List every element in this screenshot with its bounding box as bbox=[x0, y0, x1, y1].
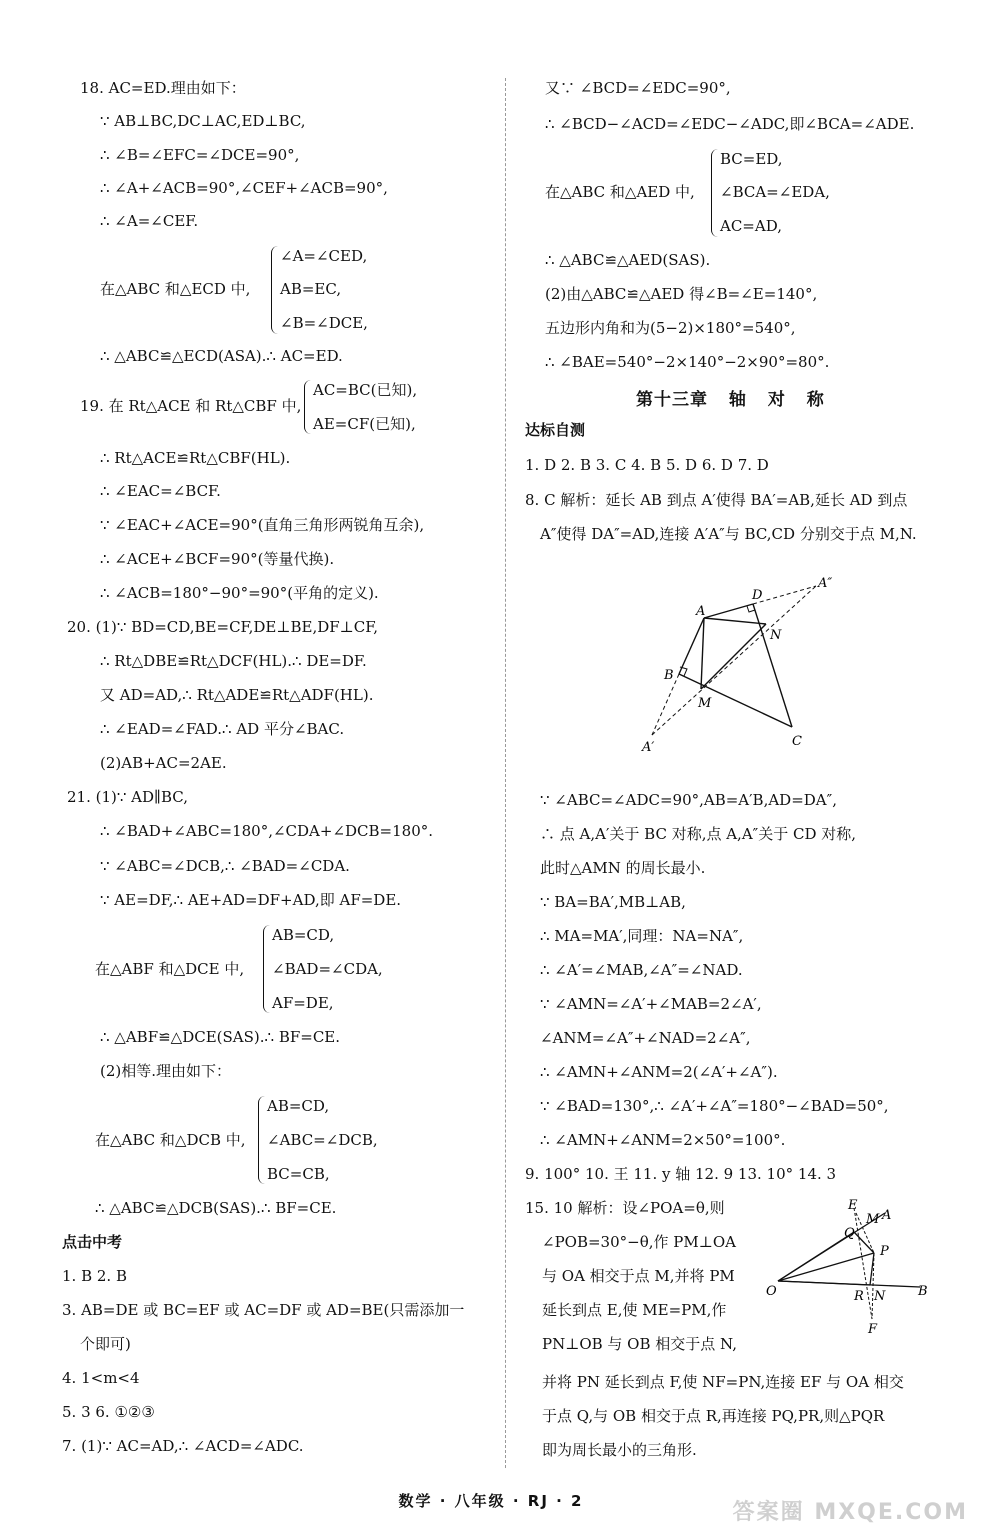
text-line: 在△ABC 和△AED 中, bbox=[545, 183, 695, 201]
label-D: D bbox=[752, 588, 763, 603]
page-footer: 数学 · 八年级 · RJ · 2 bbox=[398, 1492, 584, 1510]
text-line: 4. 1<m<4 bbox=[62, 1369, 140, 1387]
watermark: 答案圈 MXQE.COM bbox=[732, 1500, 968, 1525]
text-line: ∠ABC=∠DCB, bbox=[267, 1131, 378, 1149]
brace bbox=[258, 1096, 265, 1184]
text-line: PN⊥OB 与 OB 相交于点 N, bbox=[542, 1335, 737, 1353]
label-F: F bbox=[868, 1322, 878, 1337]
brace bbox=[711, 149, 718, 237]
text-line: 在△ABC 和△DCB 中, bbox=[95, 1131, 246, 1149]
text-line: 3. AB=DE 或 BC=EF 或 AC=DF 或 AD=BE(只需添加一 bbox=[62, 1301, 465, 1319]
text-line: ∵ ∠AMN=∠A′+∠MAB=2∠A′, bbox=[540, 995, 762, 1013]
text-line: 1. D 2. B 3. C 4. B 5. D 6. D 7. D bbox=[525, 456, 769, 474]
text-line: ∵ AB⊥BC,DC⊥AC,ED⊥BC, bbox=[100, 112, 306, 130]
label-R: R bbox=[854, 1289, 864, 1304]
text-line: ∵ ∠BAD=130°,∴ ∠A′+∠A″=180°−∠BAD=50°, bbox=[540, 1097, 889, 1115]
text-line: ∴ ∠A=∠CEF. bbox=[100, 212, 199, 230]
section-heading: 达标自测 bbox=[525, 421, 586, 439]
column-divider bbox=[505, 78, 506, 1468]
text-line: BC=ED, bbox=[720, 150, 783, 168]
brace bbox=[304, 380, 311, 434]
text-line: ∠BAD=∠CDA, bbox=[272, 960, 383, 978]
text-line: ∴ ∠ACB=180°−90°=90°(平角的定义). bbox=[100, 584, 379, 602]
text-line: ∴ ∠BCD−∠ACD=∠EDC−∠ADC,即∠BCA=∠ADE. bbox=[545, 115, 915, 133]
text-line: ∠B=∠DCE, bbox=[280, 314, 368, 332]
text-line: ∵ AE=DF,∴ AE+AD=DF+AD,即 AF=DE. bbox=[100, 891, 402, 909]
label-M: M bbox=[866, 1212, 880, 1227]
text-line: 5. 3 6. ①②③ bbox=[62, 1403, 155, 1421]
text-line: ∠ANM=∠A″+∠NAD=2∠A″, bbox=[540, 1029, 751, 1047]
label-A: A bbox=[882, 1208, 892, 1223]
text-line: 19. 在 Rt△ACE 和 Rt△CBF 中, bbox=[80, 397, 302, 415]
label-B: B bbox=[918, 1284, 928, 1299]
text-line: ∴ △ABC≌△DCB(SAS).∴ BF=CE. bbox=[95, 1199, 337, 1217]
section-heading: 点击中考 bbox=[62, 1233, 123, 1251]
text-line: (2)AB+AC=2AE. bbox=[100, 754, 227, 772]
text-line: 此时△AMN 的周长最小. bbox=[540, 859, 706, 877]
text-line: 延长到点 E,使 ME=PM,作 bbox=[542, 1301, 727, 1319]
quadrilateral-figure bbox=[600, 565, 860, 765]
text-line: 五边形内角和为(5−2)×180°=540°, bbox=[545, 319, 796, 337]
text-line: ∠POB=30°−θ,作 PM⊥OA bbox=[542, 1233, 736, 1251]
text-line: AC=AD, bbox=[720, 217, 782, 235]
text-line: ∴ 点 A,A′关于 BC 对称,点 A,A″关于 CD 对称, bbox=[540, 825, 857, 843]
text-line: ∴ ∠BAE=540°−2×140°−2×90°=80°. bbox=[545, 353, 830, 371]
text-line: 在△ABF 和△DCE 中, bbox=[95, 960, 245, 978]
label-P: P bbox=[880, 1244, 889, 1259]
text-line: 又∵ ∠BCD=∠EDC=90°, bbox=[545, 79, 731, 97]
label-C: C bbox=[792, 734, 802, 749]
text-line: (2)相等.理由如下： bbox=[100, 1062, 232, 1080]
text-line: AF=DE, bbox=[272, 994, 334, 1012]
text-line: ∵ ∠EAC+∠ACE=90°(直角三角形两锐角互余), bbox=[100, 516, 425, 534]
label-A1: A′ bbox=[642, 740, 655, 755]
text-line: ∠A=∠CED, bbox=[280, 247, 368, 265]
text-line: ∴ △ABF≌△DCE(SAS).∴ BF=CE. bbox=[100, 1028, 341, 1046]
text-line: 即为周长最小的三角形. bbox=[542, 1441, 697, 1459]
label-A2: A″ bbox=[818, 576, 833, 591]
text-line: ∴ Rt△ACE≌Rt△CBF(HL). bbox=[100, 449, 291, 467]
text-line: 9. 100° 10. 王 11. y 轴 12. 9 13. 10° 14. 3 bbox=[525, 1165, 837, 1183]
text-line: BC=CB, bbox=[267, 1165, 330, 1183]
text-line: 于点 Q,与 OB 相交于点 R,再连接 PQ,PR,则△PQR bbox=[542, 1407, 885, 1425]
label-E: E bbox=[848, 1198, 858, 1213]
label-N: N bbox=[874, 1289, 886, 1304]
label-M: M bbox=[698, 696, 712, 711]
text-line: ∴ △ABC≌△AED(SAS). bbox=[545, 251, 711, 269]
text-line: A″使得 DA″=AD,连接 A′A″与 BC,CD 分别交于点 M,N. bbox=[540, 525, 917, 543]
text-line: AE=CF(已知), bbox=[313, 415, 416, 433]
text-line: ∠BCA=∠EDA, bbox=[720, 183, 830, 201]
text-line: ∴ ∠A+∠ACB=90°,∠CEF+∠ACB=90°, bbox=[100, 179, 388, 197]
text-line: 1. B 2. B bbox=[62, 1267, 127, 1285]
text-line: (2)由△ABC≌△AED 得∠B=∠E=140°, bbox=[545, 285, 818, 303]
label-A: A bbox=[696, 604, 706, 619]
text-line: ∴ ∠AMN+∠ANM=2×50°=100°. bbox=[540, 1131, 786, 1149]
text-line: 15. 10 解析：设∠POA=θ,则 bbox=[525, 1199, 725, 1217]
label-N: N bbox=[770, 628, 782, 643]
text-line: ∴ ∠ACE+∠BCF=90°(等量代换). bbox=[100, 550, 335, 568]
text-line: 7. (1)∵ AC=AD,∴ ∠ACD=∠ADC. bbox=[62, 1437, 304, 1455]
text-line: 8. C 解析：延长 AB 到点 A′使得 BA′=AB,延长 AD 到点 bbox=[525, 491, 908, 509]
text-line: 个即可) bbox=[80, 1335, 131, 1353]
text-line: ∴ △ABC≌△ECD(ASA).∴ AC=ED. bbox=[100, 347, 343, 365]
label-Q: Q bbox=[844, 1226, 855, 1241]
chapter-title: 第十三章 轴 对 称 bbox=[636, 390, 825, 410]
text-line: ∴ ∠B=∠EFC=∠DCE=90°, bbox=[100, 146, 300, 164]
text-line: AB=EC, bbox=[280, 280, 342, 298]
label-O: O bbox=[766, 1284, 777, 1299]
text-line: ∵ BA=BA′,MB⊥AB, bbox=[540, 893, 686, 911]
text-line: AC=BC(已知), bbox=[313, 381, 418, 399]
text-line: 21. (1)∵ AD∥BC, bbox=[67, 788, 188, 806]
text-line: 20. (1)∵ BD=CD,BE=CF,DE⊥BE,DF⊥CF, bbox=[67, 618, 379, 636]
text-line: 并将 PN 延长到点 F,使 NF=PN,连接 EF 与 OA 相交 bbox=[542, 1373, 904, 1391]
text-line: ∴ ∠EAD=∠FAD.∴ AD 平分∠BAC. bbox=[100, 720, 345, 738]
text-line: AB=CD, bbox=[267, 1097, 330, 1115]
text-line: ∵ ∠ABC=∠ADC=90°,AB=A′B,AD=DA″, bbox=[540, 791, 837, 809]
angle-figure bbox=[760, 1195, 940, 1345]
text-line: ∴ ∠A′=∠MAB,∠A″=∠NAD. bbox=[540, 961, 743, 979]
text-line: ∴ ∠AMN+∠ANM=2(∠A′+∠A″). bbox=[540, 1063, 778, 1081]
text-line: 18. AC=ED.理由如下： bbox=[80, 79, 246, 97]
text-line: ∴ MA=MA′,同理：NA=NA″, bbox=[540, 927, 744, 945]
text-line: ∴ Rt△DBE≌Rt△DCF(HL).∴ DE=DF. bbox=[100, 652, 367, 670]
text-line: ∴ ∠EAC=∠BCF. bbox=[100, 482, 221, 500]
text-line: ∴ ∠BAD+∠ABC=180°,∠CDA+∠DCB=180°. bbox=[100, 822, 434, 840]
label-B: B bbox=[664, 668, 674, 683]
text-line: AB=CD, bbox=[272, 926, 335, 944]
text-line: 与 OA 相交于点 M,并将 PM bbox=[542, 1267, 735, 1285]
brace bbox=[271, 246, 278, 334]
text-line: ∵ ∠ABC=∠DCB,∴ ∠BAD=∠CDA. bbox=[100, 857, 350, 875]
brace bbox=[263, 925, 270, 1013]
text-line: 又 AD=AD,∴ Rt△ADE≌Rt△ADF(HL). bbox=[100, 686, 374, 704]
text-line: 在△ABC 和△ECD 中, bbox=[100, 280, 251, 298]
